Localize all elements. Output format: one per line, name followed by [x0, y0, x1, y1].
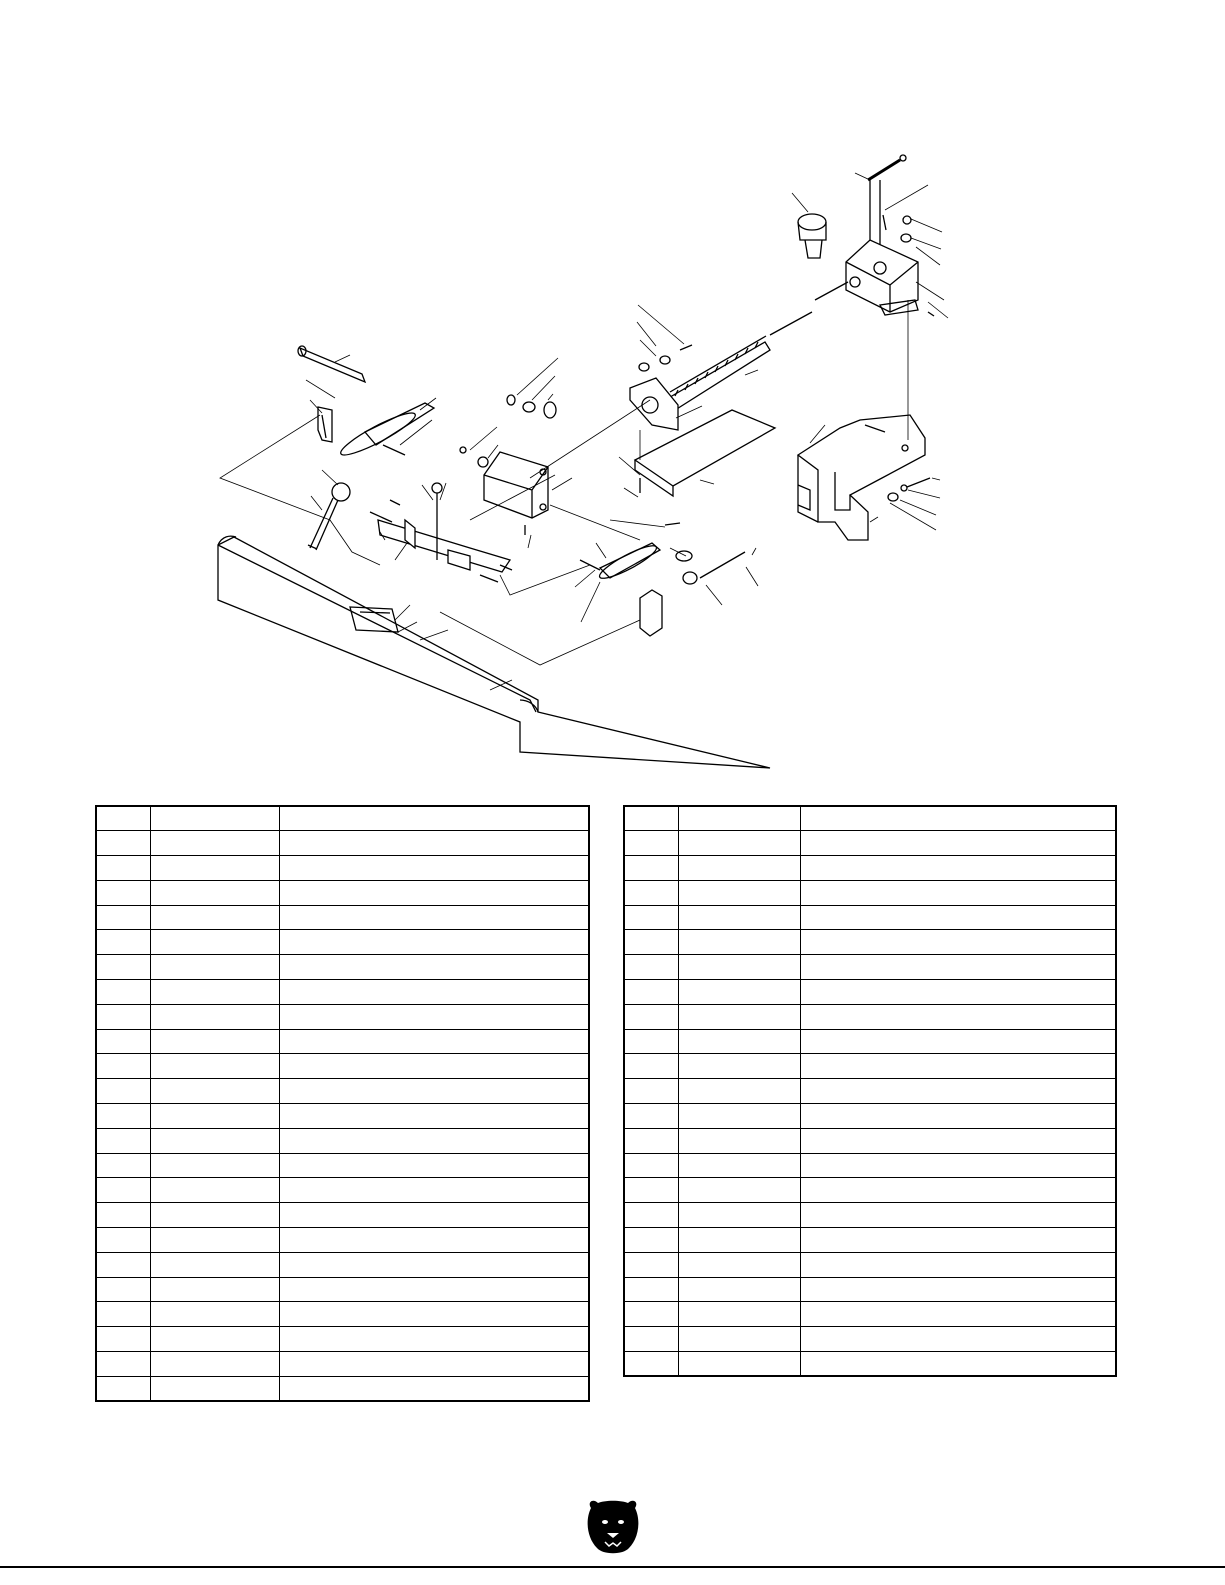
table-cell [96, 1302, 150, 1327]
table-cell [150, 1079, 279, 1104]
table-row [96, 1302, 589, 1327]
table-cell [96, 1079, 150, 1104]
table-cell [279, 1104, 589, 1129]
table-row [96, 930, 589, 955]
table-row [624, 1128, 1116, 1153]
table-row [96, 1203, 589, 1228]
table-cell [150, 955, 279, 980]
table-cell [800, 1302, 1116, 1327]
table-cell [279, 1228, 589, 1253]
table-cell [279, 1252, 589, 1277]
table-cell [279, 1079, 589, 1104]
table-cell [624, 1054, 678, 1079]
table-cell [150, 1128, 279, 1153]
table-cell [96, 1352, 150, 1377]
table-cell [279, 1153, 589, 1178]
table-cell [150, 1277, 279, 1302]
table-row [624, 930, 1116, 955]
table-cell [279, 1004, 589, 1029]
table-cell [678, 1252, 800, 1277]
table-row [624, 1252, 1116, 1277]
long-bolt [298, 346, 365, 382]
table-cell [678, 880, 800, 905]
table-cell [624, 831, 678, 856]
table-cell [800, 880, 1116, 905]
table-row [624, 905, 1116, 930]
table-cell [624, 1302, 678, 1327]
table-cell [800, 980, 1116, 1005]
table-row [624, 1178, 1116, 1203]
table-cell [96, 856, 150, 881]
table-cell [150, 1352, 279, 1377]
table-cell [800, 955, 1116, 980]
table-row [96, 1004, 589, 1029]
table-cell [279, 1376, 589, 1401]
table-cell [150, 1054, 279, 1079]
table-row [624, 806, 1116, 831]
table-cell [279, 955, 589, 980]
table-cell [150, 831, 279, 856]
table-cell [678, 1128, 800, 1153]
table-cell [678, 1352, 800, 1377]
table-cell [279, 1327, 589, 1352]
table-cell [624, 930, 678, 955]
table-cell [279, 806, 589, 831]
table-cell [279, 1302, 589, 1327]
table-row [624, 1228, 1116, 1253]
table-cell [96, 1178, 150, 1203]
table-row [96, 1128, 589, 1153]
table-cell [678, 980, 800, 1005]
table-cell [150, 806, 279, 831]
table-cell [150, 1327, 279, 1352]
table-cell [800, 905, 1116, 930]
table-row [96, 856, 589, 881]
table-cell [150, 1302, 279, 1327]
table-cell [624, 1352, 678, 1377]
table-cell [678, 1104, 800, 1129]
table-cell [678, 955, 800, 980]
table-cell [678, 1302, 800, 1327]
rack-rail [630, 336, 770, 430]
table-cell [678, 831, 800, 856]
fence-housing [846, 240, 918, 315]
table-cell [279, 905, 589, 930]
table-row [624, 980, 1116, 1005]
table-cell [150, 1228, 279, 1253]
table-row [96, 1327, 589, 1352]
table-row [96, 905, 589, 930]
table-row [624, 1277, 1116, 1302]
table-cell [96, 1029, 150, 1054]
table-cell [678, 1228, 800, 1253]
table-cell [96, 1376, 150, 1401]
lock-handle [868, 155, 906, 245]
table-cell [800, 1277, 1116, 1302]
table-cell [96, 1153, 150, 1178]
table-cell [279, 831, 589, 856]
table-cell [678, 905, 800, 930]
table-cell [624, 880, 678, 905]
bear-head-logo [583, 1498, 643, 1558]
table-cell [800, 1252, 1116, 1277]
table-row [624, 831, 1116, 856]
table-row [624, 1302, 1116, 1327]
table-cell [678, 930, 800, 955]
table-cell [279, 880, 589, 905]
table-cell [96, 880, 150, 905]
table-cell [678, 1277, 800, 1302]
table-row [96, 1277, 589, 1302]
table-cell [624, 1029, 678, 1054]
table-cell [800, 1352, 1116, 1377]
table-cell [96, 955, 150, 980]
table-cell [279, 1178, 589, 1203]
table-cell [96, 1104, 150, 1129]
table-cell [279, 1054, 589, 1079]
table-row [624, 1327, 1116, 1352]
table-row [96, 1228, 589, 1253]
table-cell [624, 1128, 678, 1153]
table-cell [800, 930, 1116, 955]
table-cell [800, 856, 1116, 881]
table-row [624, 955, 1116, 980]
table-cell [678, 806, 800, 831]
table-cell [279, 1029, 589, 1054]
table-cell [96, 1252, 150, 1277]
table-cell [678, 1029, 800, 1054]
table-cell [624, 1203, 678, 1228]
table-cell [800, 1228, 1116, 1253]
table-cell [279, 1128, 589, 1153]
table-row [96, 1252, 589, 1277]
table-cell [624, 1079, 678, 1104]
table-cell [678, 1004, 800, 1029]
table-row [96, 1153, 589, 1178]
table-cell [279, 1352, 589, 1377]
right-bracket [640, 590, 662, 636]
table-cell [678, 856, 800, 881]
table-row [96, 1029, 589, 1054]
table-cell [279, 980, 589, 1005]
table-row [624, 1153, 1116, 1178]
adjustment-knob [798, 214, 826, 258]
table-cell [624, 980, 678, 1005]
table-cell [624, 1104, 678, 1129]
table-cell [678, 1327, 800, 1352]
table-cell [150, 1376, 279, 1401]
table-cell [96, 1203, 150, 1228]
table-cell [150, 980, 279, 1005]
table-row [96, 1054, 589, 1079]
table-row [624, 1054, 1116, 1079]
right-arm [580, 523, 745, 584]
table-cell [800, 806, 1116, 831]
table-cell [96, 1228, 150, 1253]
table-cell [150, 905, 279, 930]
table-row [96, 955, 589, 980]
exploded-parts-diagram [0, 140, 1225, 790]
table-cell [624, 856, 678, 881]
table-cell [624, 955, 678, 980]
table-row [96, 1079, 589, 1104]
table-cell [279, 1203, 589, 1228]
table-row [96, 880, 589, 905]
table-row [96, 1104, 589, 1129]
table-cell [279, 1277, 589, 1302]
table-row [624, 1203, 1116, 1228]
base-hardware [888, 478, 930, 501]
table-cell [624, 1277, 678, 1302]
table-cell [150, 1029, 279, 1054]
table-cell [279, 856, 589, 881]
table-row [624, 1029, 1116, 1054]
fence-base [798, 415, 925, 540]
table-cell [624, 1228, 678, 1253]
fence-body [218, 536, 770, 768]
table-row [624, 1104, 1116, 1129]
table-row [624, 1004, 1116, 1029]
table-cell [800, 1327, 1116, 1352]
table-cell [96, 930, 150, 955]
table-row [96, 831, 589, 856]
table-row [624, 1352, 1116, 1377]
table-row [96, 980, 589, 1005]
table-cell [96, 1277, 150, 1302]
table-cell [800, 1203, 1116, 1228]
table-row [624, 880, 1116, 905]
table-row [96, 1352, 589, 1377]
table-cell [150, 1153, 279, 1178]
table-cell [150, 1178, 279, 1203]
table-cell [96, 1327, 150, 1352]
table-cell [96, 1004, 150, 1029]
table-cell [96, 1128, 150, 1153]
parts-table-left [95, 805, 590, 1402]
table-cell [279, 930, 589, 955]
table-cell [624, 1252, 678, 1277]
table-row [96, 1178, 589, 1203]
table-cell [624, 1327, 678, 1352]
footer-rule [0, 1566, 1225, 1568]
table-cell [800, 1004, 1116, 1029]
table-row [96, 1376, 589, 1401]
table-cell [624, 806, 678, 831]
table-cell [150, 930, 279, 955]
table-cell [624, 905, 678, 930]
table-cell [150, 1004, 279, 1029]
table-cell [150, 1252, 279, 1277]
table-row [624, 856, 1116, 881]
table-cell [624, 1004, 678, 1029]
table-cell [96, 905, 150, 930]
table-cell [624, 1153, 678, 1178]
table-cell [800, 1054, 1116, 1079]
table-cell [800, 1178, 1116, 1203]
slide-block [484, 452, 548, 535]
parts-table-right [623, 805, 1117, 1377]
table-cell [96, 980, 150, 1005]
table-cell [800, 1128, 1116, 1153]
table-cell [678, 1054, 800, 1079]
table-cell [150, 1104, 279, 1129]
table-row [96, 806, 589, 831]
table-cell [678, 1203, 800, 1228]
table-cell [150, 856, 279, 881]
table-cell [624, 1178, 678, 1203]
table-cell [150, 1203, 279, 1228]
table-cell [96, 806, 150, 831]
table-cell [150, 880, 279, 905]
table-row [624, 1079, 1116, 1104]
table-cell [800, 831, 1116, 856]
table-cell [800, 1079, 1116, 1104]
table-cell [96, 1054, 150, 1079]
table-cell [800, 1029, 1116, 1054]
table-cell [678, 1153, 800, 1178]
table-cell [96, 831, 150, 856]
table-cell [800, 1153, 1116, 1178]
table-cell [678, 1178, 800, 1203]
table-cell [800, 1104, 1116, 1129]
table-cell [678, 1079, 800, 1104]
